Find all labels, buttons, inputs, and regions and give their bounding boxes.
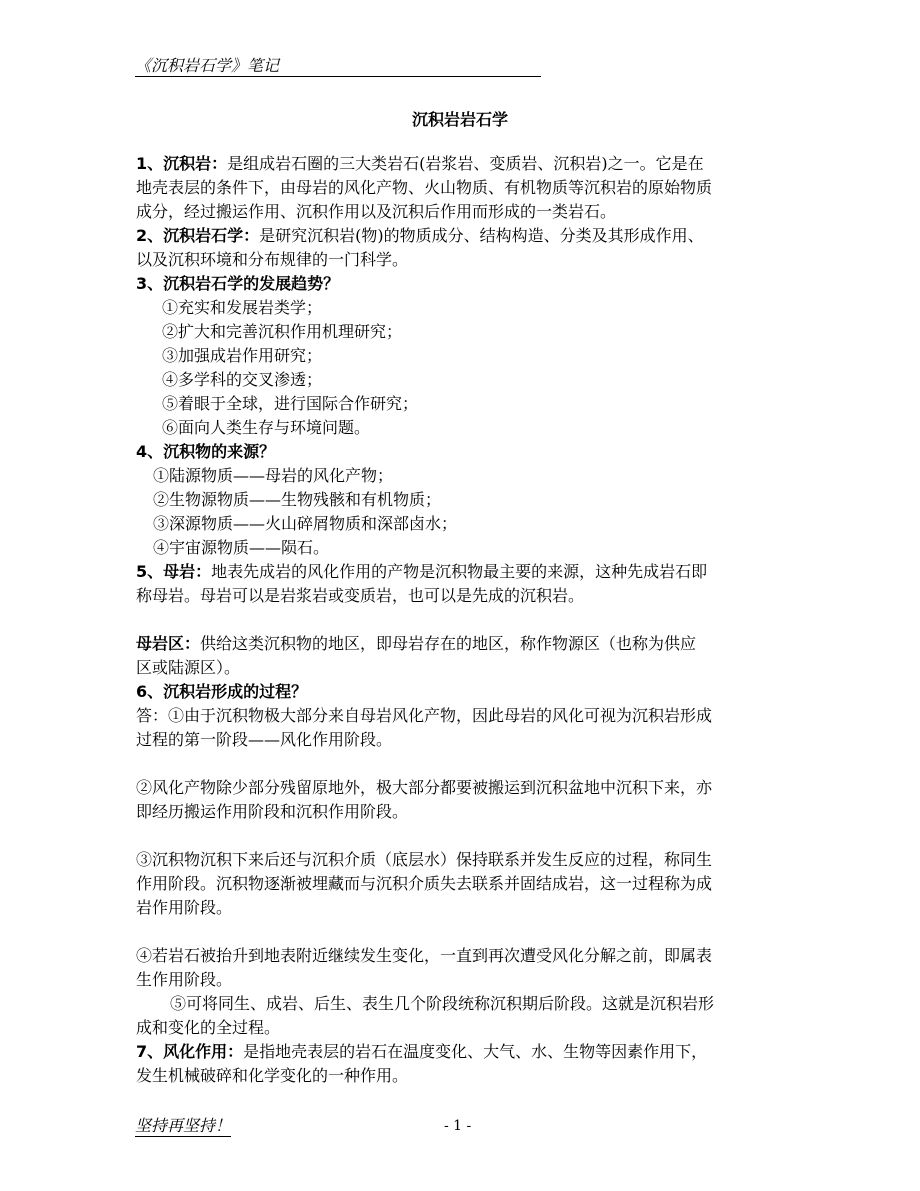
text-line: 生作用阶段。 (136, 970, 233, 989)
text-line: 发生机械破碎和化学变化的一种作用。 (136, 1066, 409, 1085)
document-title: 沉积岩岩石学 (411, 110, 508, 129)
text-line: 地壳表层的条件下，由母岩的风化产物、火山物质、有机物质等沉积岩的原始物质 (136, 178, 713, 197)
section-4-heading: 4、沉积物的来源？ (136, 442, 276, 461)
section-1 (136, 152, 791, 176)
spacer (136, 608, 791, 632)
text-line: 岩作用阶段。 (136, 898, 233, 917)
term-label: 5、母岩： (136, 562, 212, 581)
text-line: 地表先成岩的风化作用的产物是沉积物最主要的来源，这种先成岩石即 (211, 562, 708, 581)
term-label: 2、沉积岩石学： (136, 226, 260, 245)
spacer (136, 752, 791, 776)
section-3-heading: 3、沉积岩石学的发展趋势？ (136, 274, 340, 293)
document-body (136, 152, 791, 1088)
text-line: 过程的第一阶段——风化作用阶段。 (136, 730, 393, 749)
provenance-definition (136, 632, 791, 656)
text-line: 区或陆源区）。 (136, 658, 241, 677)
text-line: 答：①由于沉积物极大部分来自母岩风化产物，因此母岩的风化可视为沉积岩形成 (136, 706, 713, 725)
text-line: 是研究沉积岩(物)的物质成分、结构构造、分类及其形成作用、 (259, 226, 704, 245)
page-header: 《沉积岩石学》笔记 (135, 56, 541, 77)
list-item: ⑥面向人类生存与环境问题。 (162, 418, 371, 437)
text-line: 成分，经过搬运作用、沉积作用以及沉积后作用而形成的一类岩石。 (136, 202, 617, 221)
list-item: ④多学科的交叉渗透； (162, 370, 323, 389)
text-line: ④若岩石被抬升到地表附近继续发生变化，一直到再次遭受风化分解之前，即属表 (136, 946, 713, 965)
list-item: ②生物源物质——生物残骸和有机物质； (153, 490, 442, 509)
text-line: 供给这类沉积物的地区，即母岩存在的地区，称作物源区（也称为供应 (200, 634, 697, 653)
text-line: ②风化产物除少部分残留原地外，极大部分都要被搬运到沉积盆地中沉积下来，亦 (136, 778, 713, 797)
list-item: ③加强成岩作用研究； (162, 346, 323, 365)
footer-note: 坚持再坚持！ (135, 1116, 232, 1135)
term-label: 1、沉积岩： (136, 154, 228, 173)
list-item: ⑤着眼于全球，进行国际合作研究； (162, 394, 419, 413)
spacer (136, 920, 791, 944)
text-line: ⑤可将同生、成岩、后生、表生几个阶段统称沉积期后阶段。这就是沉积岩形 (170, 994, 715, 1013)
section-2 (136, 224, 791, 248)
text-line: 是指地壳表层的岩石在温度变化、大气、水、生物等因素作用下， (243, 1042, 708, 1061)
section-5 (136, 560, 791, 584)
text-line: 作用阶段。沉积物逐渐被埋藏而与沉积介质失去联系并固结成岩，这一过程称为成 (136, 874, 713, 893)
section-6-heading: 6、沉积岩形成的过程？ (136, 682, 308, 701)
text-line: 以及沉积环境和分布规律的一门科学。 (136, 250, 409, 269)
text-line: 称母岩。母岩可以是岩浆岩或变质岩，也可以是先成的沉积岩。 (136, 586, 585, 605)
list-item: ①充实和发展岩类学； (162, 298, 323, 317)
text-line: ③沉积物沉积下来后还与沉积介质（底层水）保持联系并发生反应的过程，称同生 (136, 850, 713, 869)
list-item: ④宇宙源物质——陨石。 (153, 538, 330, 557)
list-item: ③深源物质——火山碎屑物质和深部卤水； (153, 514, 458, 533)
term-label: 7、风化作用： (136, 1042, 244, 1061)
page-number: - 1 - (444, 1118, 472, 1134)
term-label: 母岩区： (136, 634, 201, 653)
spacer (136, 824, 791, 848)
text-line: 成和变化的全过程。 (136, 1018, 281, 1037)
section-7 (136, 1040, 791, 1064)
list-item: ②扩大和完善沉积作用机理研究； (162, 322, 403, 341)
text-line: 即经历搬运作用阶段和沉积作用阶段。 (136, 802, 409, 821)
text-line: 是组成岩石圈的三大类岩石(岩浆岩、变质岩、沉积岩)之一。它是在 (227, 154, 704, 173)
list-item: ①陆源物质——母岩的风化产物； (153, 466, 394, 485)
